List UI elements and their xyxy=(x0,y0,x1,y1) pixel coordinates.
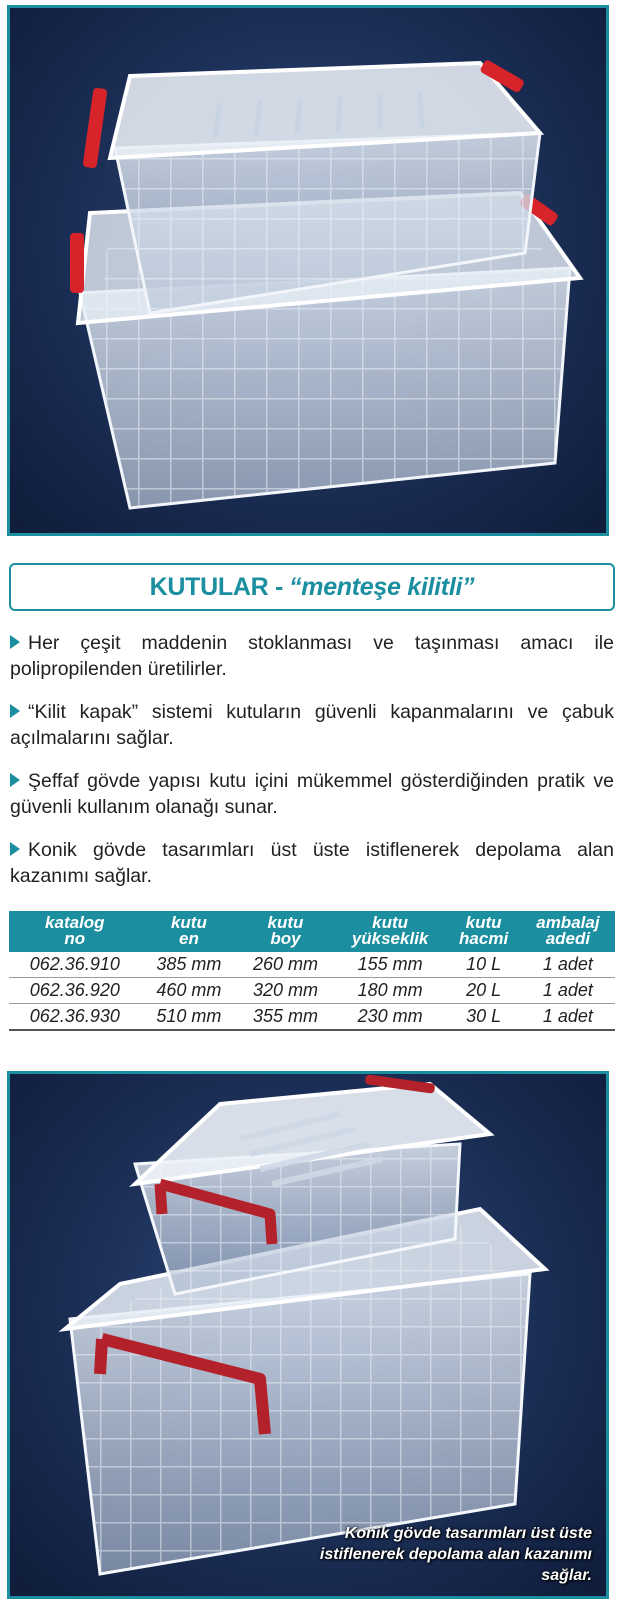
cell-catalog-no: 062.36.920 xyxy=(9,978,141,1004)
bullet-arrow-icon xyxy=(10,704,20,718)
feature-item xyxy=(10,768,614,820)
cell-catalog-no: 062.36.930 xyxy=(9,1004,141,1031)
photo-caption: Konik gövde tasarımları üst üste istiflenerek depolama alan kazanımı sağlar. xyxy=(319,1525,592,1584)
header-catalog-no: katalog no xyxy=(45,913,105,948)
cell-volume: 30 L xyxy=(446,1004,520,1031)
cell-width: 460 mm xyxy=(141,978,238,1004)
feature-item xyxy=(10,699,614,751)
cell-height: 180 mm xyxy=(334,978,447,1004)
header-length: kutu boy xyxy=(267,913,304,948)
cell-length: 355 mm xyxy=(237,1004,334,1031)
spec-table xyxy=(9,911,615,1031)
feature-text: Şeffaf gövde yapısı kutu içini mükemmel gösterdiğinden pratik ve güvenli kullanım olanağı sunar. xyxy=(10,770,614,818)
bullet-arrow-icon xyxy=(10,635,20,649)
cell-package-qty: 1 adet xyxy=(521,952,615,978)
bullet-arrow-icon xyxy=(10,842,20,856)
product-photo-top xyxy=(7,5,609,536)
feature-text: “Kilit kapak” sistemi kutuların güvenli kapanmalarını ve çabuk açılmalarını sağlar. xyxy=(10,701,614,749)
table-header-row xyxy=(9,911,615,952)
cell-volume: 10 L xyxy=(446,952,520,978)
product-photo-bottom xyxy=(7,1071,609,1599)
header-package-qty: ambalaj adedi xyxy=(536,913,600,948)
cell-length: 260 mm xyxy=(237,952,334,978)
header-volume: kutu hacmi xyxy=(459,913,509,948)
stacked-boxes-image xyxy=(10,8,606,533)
cell-width: 510 mm xyxy=(141,1004,238,1031)
feature-text: Her çeşit maddenin stoklanması ve taşınması amacı ile polipropilenden üretilirler. xyxy=(10,632,614,680)
title-subtitle: “menteşe kilitli” xyxy=(289,572,475,601)
table-row xyxy=(9,952,615,978)
feature-text: Konik gövde tasarımları üst üste istiflenerek depolama alan kazanımı sağlar. xyxy=(10,839,614,887)
cell-catalog-no: 062.36.910 xyxy=(9,952,141,978)
feature-list xyxy=(10,630,614,906)
table-row xyxy=(9,1004,615,1031)
header-width: kutu en xyxy=(170,913,207,948)
boxes-with-handles-image xyxy=(10,1074,606,1596)
cell-width: 385 mm xyxy=(141,952,238,978)
bullet-arrow-icon xyxy=(10,773,20,787)
cell-height: 230 mm xyxy=(334,1004,447,1031)
section-title xyxy=(9,563,615,611)
header-height: kutu yükseklik xyxy=(351,913,429,948)
cell-length: 320 mm xyxy=(237,978,334,1004)
cell-package-qty: 1 adet xyxy=(521,978,615,1004)
cell-package-qty: 1 adet xyxy=(521,1004,615,1031)
table-row xyxy=(9,978,615,1004)
feature-item xyxy=(10,630,614,682)
title-main: KUTULAR - xyxy=(149,572,284,601)
cell-height: 155 mm xyxy=(334,952,447,978)
cell-volume: 20 L xyxy=(446,978,520,1004)
feature-item xyxy=(10,837,614,889)
